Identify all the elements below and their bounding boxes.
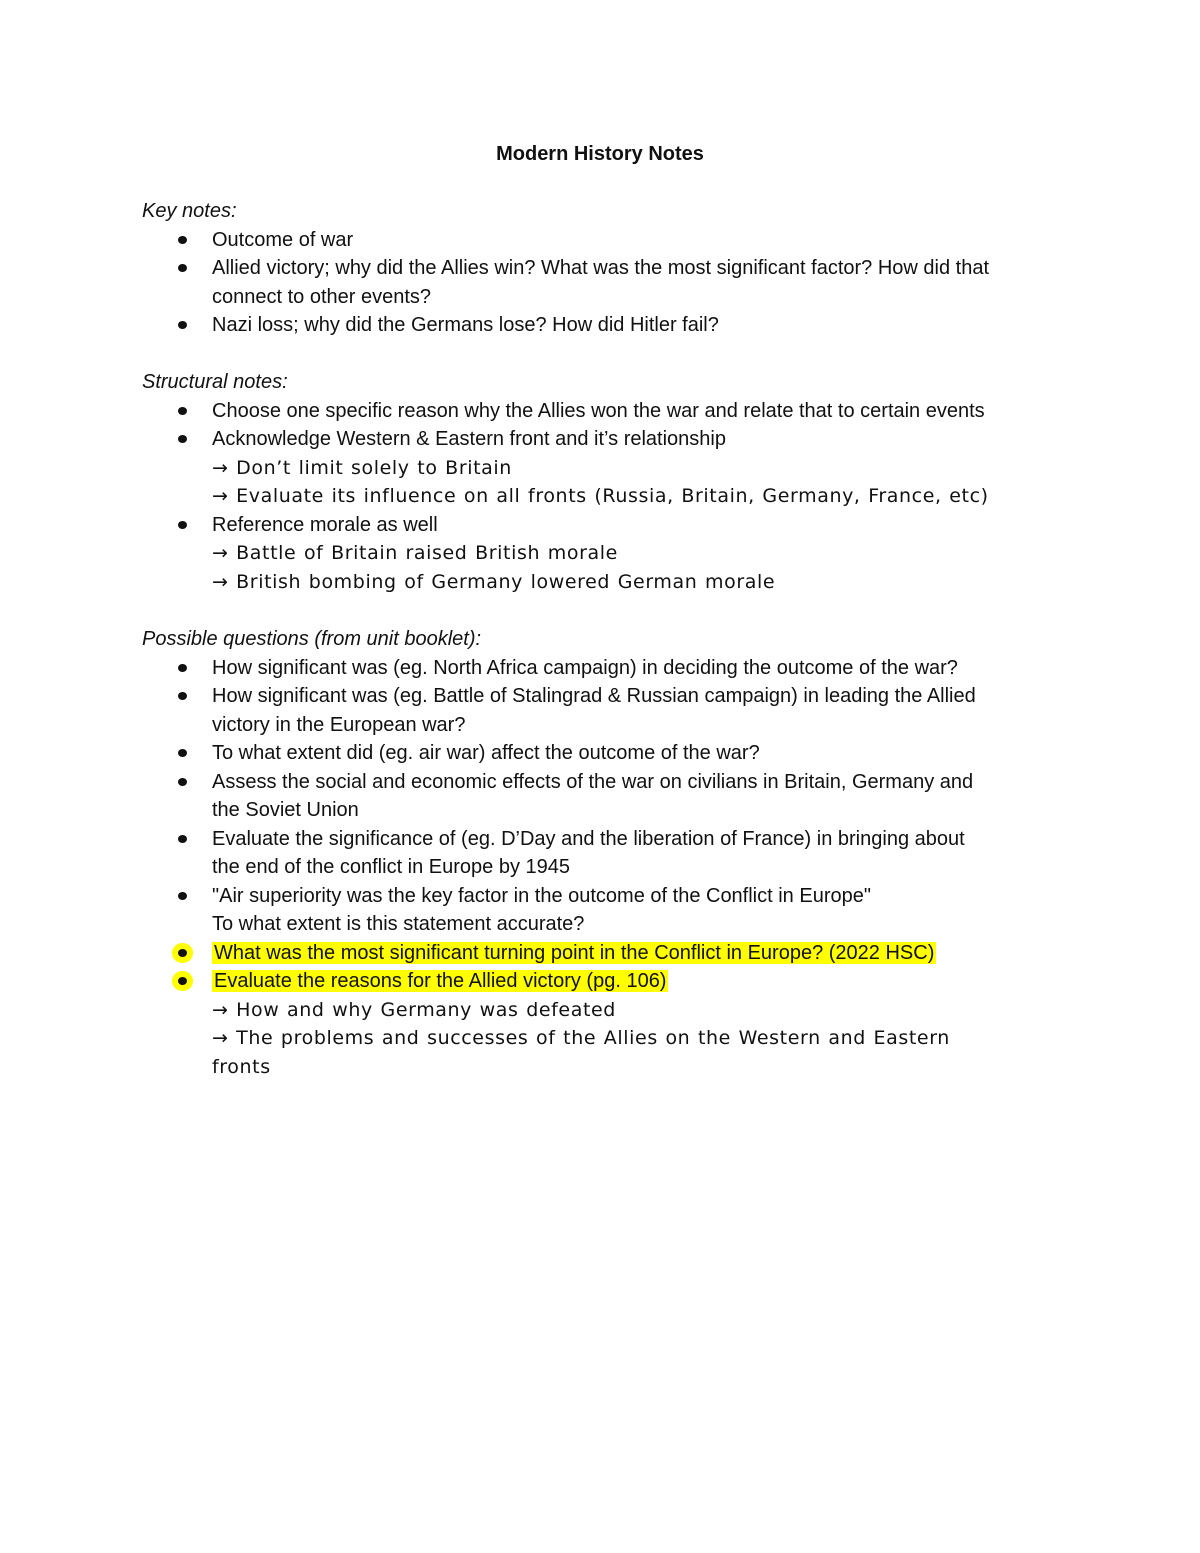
highlighted-list-item — [142, 967, 1082, 1081]
list-item-text: Evaluate the significance of (eg. D’Day and the liberation of France) in bringing about — [212, 827, 965, 850]
list-item — [142, 397, 1082, 426]
list-item — [142, 768, 1082, 825]
highlighted-line — [212, 939, 1082, 968]
bullet-icon — [178, 692, 187, 700]
sub-point: → How and why Germany was defeated — [212, 998, 616, 1021]
sub-point: → Battle of Britain raised British morale — [212, 542, 618, 564]
sub-point: → Don’t limit solely to Britain — [212, 456, 512, 479]
sub-point: → British bombing of Germany lowered German morale — [212, 570, 776, 593]
highlighted-text: What was the most significant turning point in the Conflict in Europe? (2022 HSC) — [214, 941, 935, 964]
list-item — [142, 311, 1082, 340]
structural-notes-section — [142, 368, 1082, 596]
highlighted-line — [212, 967, 1082, 996]
document-title: Modern History Notes — [496, 143, 704, 165]
list-item-text: How significant was (eg. North Africa campaign) in deciding the outcome of the war? — [212, 656, 958, 679]
bullet-icon — [178, 835, 187, 843]
bullet-icon — [178, 949, 187, 957]
bullet-icon — [178, 664, 187, 672]
list-item — [142, 511, 1082, 597]
bullet-icon — [178, 435, 187, 443]
list-item-text: To what extent did (eg. air war) affect the outcome of the war? — [212, 742, 760, 764]
list-item-text: Allied victory; why did the Allies win? What was the most significant factor? How did that — [212, 257, 990, 279]
highlighted-list-item — [142, 939, 1082, 968]
structural-notes-list — [142, 397, 1082, 597]
list-item-text: the Soviet Union — [212, 799, 359, 821]
sub-point: → The problems and successes of the Allies on the Western and Eastern — [212, 1027, 950, 1049]
bullet-icon — [178, 749, 187, 757]
bullet-icon — [178, 236, 187, 244]
bullet-icon — [178, 778, 187, 786]
list-item-text: To what extent is this statement accurate? — [212, 913, 585, 935]
list-item-text: Reference morale as well — [212, 513, 438, 536]
bullet-icon — [178, 264, 187, 272]
bullet-icon — [178, 521, 187, 529]
bullet-icon — [178, 892, 187, 900]
list-item — [142, 425, 1082, 511]
list-item-text: Assess the social and economic effects of the war on civilians in Britain, Germany and — [212, 770, 974, 793]
list-item-text: connect to other events? — [212, 285, 432, 308]
list-item-text: Choose one specific reason why the Allies won the war and relate that to certain events — [212, 399, 985, 422]
list-item — [142, 739, 1082, 768]
bullet-icon — [178, 977, 187, 985]
list-item — [142, 825, 1082, 882]
list-item-text: Outcome of war — [212, 228, 354, 251]
list-item — [142, 654, 1082, 683]
list-item-text: "Air superiority was the key factor in the outcome of the Conflict in Europe" — [212, 884, 871, 907]
key-notes-list — [142, 226, 1082, 340]
structural-notes-heading: Structural notes: — [142, 371, 288, 393]
sub-point: fronts — [212, 1055, 271, 1078]
list-item — [142, 254, 1082, 311]
list-item — [142, 882, 1082, 939]
list-item-text: the end of the conflict in Europe by 1945 — [212, 856, 571, 878]
list-item-text: How significant was (eg. Battle of Stalingrad & Russian campaign) in leading the Allied — [212, 685, 976, 707]
highlighted-text: Evaluate the reasons for the Allied victory (pg. 106) — [214, 970, 667, 992]
list-item-text: Nazi loss; why did the Germans lose? How did Hitler fail? — [212, 314, 719, 336]
list-item-text: victory in the European war? — [212, 713, 466, 736]
bullet-icon — [178, 407, 187, 415]
list-item — [142, 682, 1082, 739]
list-item-text: Acknowledge Western & Eastern front and it’s relationship — [212, 428, 726, 450]
list-item — [142, 226, 1082, 255]
possible-questions-list — [142, 654, 1082, 1082]
bullet-icon — [178, 321, 187, 329]
possible-questions-section — [142, 625, 1082, 1081]
key-notes-section — [142, 197, 1082, 340]
sub-point: → Evaluate its influence on all fronts (Russia, Britain, Germany, France, etc) — [212, 485, 989, 507]
key-notes-heading: Key notes: — [142, 200, 237, 222]
possible-questions-heading: Possible questions (from unit booklet): — [142, 628, 482, 650]
